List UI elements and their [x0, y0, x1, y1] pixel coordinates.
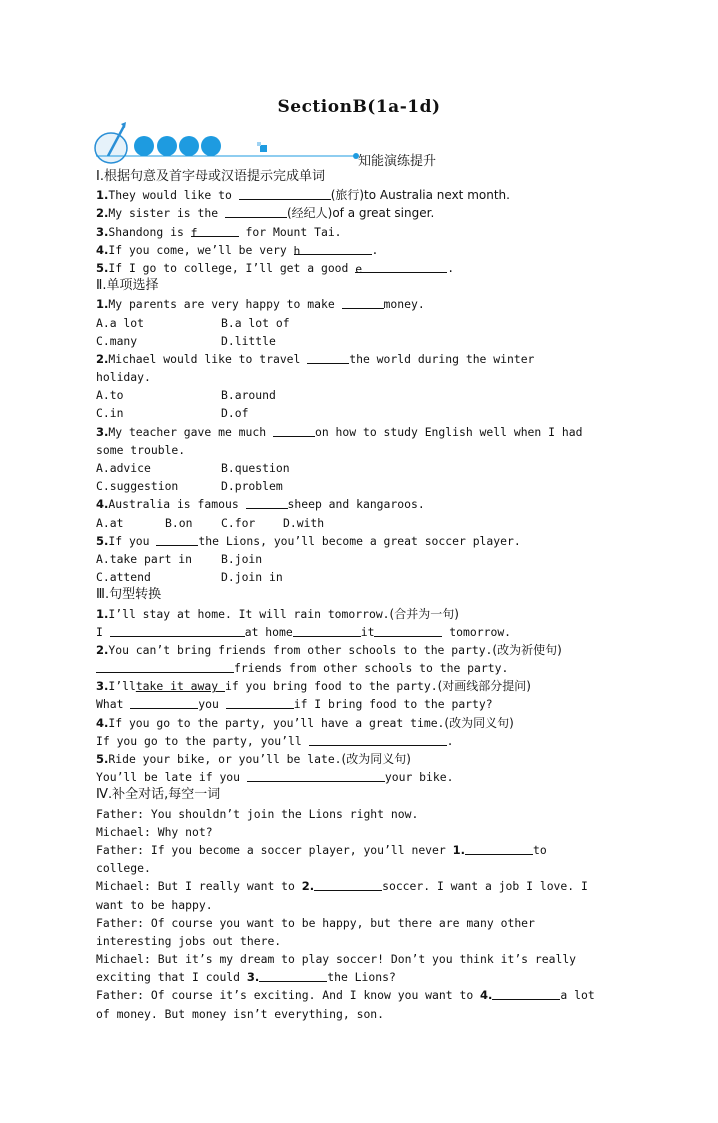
instruction-note: (合并为一句)	[389, 606, 459, 621]
hint-letter: f	[190, 225, 198, 240]
option-a[interactable]: A.take part in	[96, 551, 193, 566]
item-number: 2.	[96, 351, 109, 366]
section-3-heading: Ⅲ.句型转换	[96, 587, 162, 603]
page-title: SectionB(1a-1d)	[277, 97, 441, 117]
answer-blank[interactable]	[342, 296, 384, 309]
dialogue-text: soccer. I want a job I love. I	[382, 879, 588, 894]
option-d[interactable]: D.little	[221, 333, 276, 348]
s3-q2	[96, 641, 626, 659]
item-text: .	[447, 260, 455, 275]
item-number: 1.	[96, 188, 109, 203]
dialogue-text: Michael: But I really want to	[96, 879, 302, 894]
dialogue-line	[96, 877, 626, 895]
option-b[interactable]: B.a lot of	[221, 315, 290, 330]
item-text: .	[371, 242, 379, 257]
worksheet-content	[96, 168, 626, 1023]
answer-text: What	[96, 697, 131, 712]
option-c[interactable]: C.suggestion	[96, 479, 179, 494]
option-a[interactable]: A.a lot	[96, 315, 145, 330]
item-text: (旅行)to Australia next month.	[330, 188, 510, 203]
dialogue-line	[96, 841, 626, 859]
s2-q2-options-ab	[96, 386, 626, 404]
option-a[interactable]: A.at	[96, 515, 124, 530]
blank-number: 3.	[246, 970, 260, 985]
s1-item-2	[96, 204, 626, 222]
s2-q1-options-ab	[96, 314, 626, 332]
dialogue-text: Father: If you become a soccer player, you’ll never	[96, 842, 453, 857]
question-text: If you	[108, 533, 157, 548]
answer-blank[interactable]	[226, 696, 294, 709]
answer-text: at home	[244, 624, 293, 639]
instruction-note: (改为同义句)	[444, 715, 514, 730]
answer-text: your bike.	[384, 770, 454, 785]
answer-blank[interactable]	[239, 187, 331, 200]
dialogue-line: Father: You shouldn’t join the Lions right now.	[96, 806, 419, 821]
answer-blank[interactable]	[246, 496, 288, 509]
question-text: I’ll	[108, 679, 136, 694]
answer-blank[interactable]	[465, 842, 533, 855]
blank-number: 1.	[452, 842, 465, 857]
s2-q3-options-cd	[96, 477, 626, 495]
item-text: for Mount Tai.	[238, 224, 342, 239]
question-text: My parents are very happy to make	[108, 297, 342, 312]
s2-q5-options-cd	[96, 568, 626, 586]
answer-blank[interactable]	[293, 242, 372, 258]
item-number: 1.	[96, 606, 109, 621]
blank-number: 4.	[480, 988, 493, 1003]
question-text: if you bring food to the party.	[224, 679, 438, 694]
question-text: on how to study English well when I had	[314, 424, 583, 439]
answer-blank[interactable]	[314, 878, 382, 891]
answer-blank[interactable]	[309, 733, 447, 746]
option-d[interactable]: D.of	[221, 406, 249, 421]
s2-q4-options	[96, 514, 626, 532]
item-number: 4.	[96, 242, 109, 257]
s1-item-5	[96, 259, 626, 277]
item-number: 5.	[96, 533, 109, 548]
section-2-heading: Ⅱ.单项选择	[96, 278, 159, 294]
dialogue-line: of money. But money isn’t everything, son.	[96, 1006, 385, 1021]
answer-blank[interactable]	[355, 260, 447, 276]
instruction-note: (对画线部分提问)	[437, 679, 531, 694]
answer-blank[interactable]	[225, 205, 287, 218]
question-text: Ride your bike, or you’ll be late.	[108, 752, 342, 766]
item-text: They would like to	[108, 188, 239, 203]
answer-text: .	[446, 733, 454, 748]
s2-q3	[96, 423, 626, 441]
item-text: My sister is the	[108, 206, 225, 221]
item-number: 3.	[96, 424, 109, 439]
item-number: 5.	[96, 260, 109, 275]
s3-q1-answer	[96, 623, 626, 641]
question-text: If you go to the party, you’ll have a great time.	[108, 715, 445, 730]
option-d[interactable]: D.with	[283, 515, 325, 530]
item-number: 1.	[96, 297, 109, 312]
answer-text: You’ll be late if you	[96, 770, 247, 785]
answer-text: if I bring food to the party?	[293, 697, 493, 712]
section-4-heading: Ⅳ.补全对话,每空一词	[96, 787, 221, 803]
s2-q3-cont: some trouble.	[96, 442, 186, 457]
option-b[interactable]: B.on	[165, 515, 193, 530]
s2-q2	[96, 350, 626, 368]
answer-blank[interactable]	[259, 969, 327, 982]
answer-blank[interactable]	[492, 987, 560, 1000]
s2-q2-cont: holiday.	[96, 370, 151, 385]
item-number: 5.	[96, 752, 109, 766]
answer-blank[interactable]	[247, 769, 385, 782]
question-text: sheep and kangaroos.	[287, 497, 425, 512]
s2-q1-options-cd	[96, 332, 626, 350]
s2-q5	[96, 532, 626, 550]
underlined-phrase: take it away	[135, 679, 225, 694]
option-c[interactable]: C.attend	[96, 570, 151, 585]
answer-blank[interactable]	[273, 424, 315, 437]
option-b[interactable]: B.around	[221, 388, 276, 403]
item-text: If I go to college, I’ll get a good	[108, 260, 356, 275]
option-b[interactable]: B.question	[221, 461, 290, 475]
question-text: the Lions, you’ll become a great soccer player.	[198, 533, 521, 548]
dialogue-line	[96, 986, 626, 1004]
dialogue-line: interesting jobs out there.	[96, 933, 282, 948]
option-a[interactable]: A.advice	[96, 461, 151, 475]
s3-q4	[96, 714, 626, 732]
s2-q1	[96, 295, 626, 313]
item-number: 4.	[96, 715, 109, 730]
blank-number: 2.	[301, 879, 315, 894]
section-1-heading: Ⅰ.根据句意及首字母或汉语提示完成单词	[96, 169, 325, 184]
item-text: If you come, we’ll be very	[108, 242, 294, 257]
instruction-note: (改为同义句)	[341, 752, 411, 766]
hint-letter: h	[293, 243, 301, 258]
dialogue-line: Michael: Why not?	[96, 824, 213, 839]
s2-q2-options-cd	[96, 404, 626, 422]
question-text: Michael would like to travel	[108, 351, 308, 366]
item-number: 2.	[96, 642, 109, 657]
s3-q5-answer	[96, 768, 626, 786]
banner-label: 知能演练提升	[358, 154, 437, 169]
s3-q2-answer	[96, 659, 626, 677]
s2-q4	[96, 495, 626, 513]
s1-item-3	[96, 223, 626, 241]
item-text: (经纪人)of a great singer.	[286, 206, 435, 221]
question-text: My teacher gave me much	[108, 424, 273, 439]
answer-text: it	[360, 624, 375, 639]
answer-blank[interactable]	[110, 624, 245, 637]
question-text: the world during the winter	[349, 351, 535, 366]
answer-blank[interactable]	[156, 533, 198, 546]
item-number: 4.	[96, 497, 109, 512]
dialogue-line: college.	[96, 861, 151, 876]
answer-text: friends from other schools to the party.	[234, 661, 509, 676]
item-number: 3.	[96, 679, 109, 694]
dialogue-line	[96, 968, 626, 986]
answer-blank[interactable]	[307, 351, 349, 364]
s3-q3	[96, 677, 626, 695]
instruction-note: (改为祈使句)	[492, 642, 562, 657]
item-number: 2.	[96, 206, 109, 221]
answer-blank[interactable]	[293, 624, 361, 637]
dialogue-text: to	[532, 842, 547, 857]
answer-text: I	[96, 624, 110, 639]
hint-letter: e	[355, 261, 363, 276]
s2-q5-options-ab	[96, 550, 626, 568]
dialogue-text: a lot	[560, 988, 595, 1003]
item-text: Shandong is	[108, 224, 191, 239]
s2-q3-options-ab	[96, 459, 626, 477]
option-d[interactable]: D.join in	[221, 570, 283, 585]
answer-text: If you go to the party, you’ll	[96, 733, 309, 748]
dialogue-text: the Lions?	[327, 970, 396, 985]
s3-q5	[96, 750, 626, 768]
question-text: Australia is famous	[108, 497, 246, 512]
dialogue-line: Father: Of course you want to be happy, but there are many other	[96, 915, 535, 930]
dialogue-text: exciting that I could	[96, 970, 247, 985]
answer-blank[interactable]	[130, 696, 198, 709]
question-text: I’ll stay at home. It will rain tomorrow.	[108, 606, 390, 621]
s1-item-1	[96, 186, 626, 204]
s3-q1	[96, 605, 626, 623]
option-d[interactable]: D.problem	[221, 479, 283, 494]
dialogue-text: Father: Of course it’s exciting. And I know you want to	[96, 988, 481, 1003]
option-b[interactable]: B.join	[221, 551, 263, 566]
option-c[interactable]: C.in	[96, 406, 124, 421]
s3-q3-answer	[96, 695, 626, 713]
question-text: money.	[383, 297, 425, 312]
s3-q4-answer	[96, 732, 626, 750]
dialogue-line: Michael: But it’s my dream to play soccer! Don’t you think it’s really	[96, 952, 577, 967]
option-c[interactable]: C.many	[96, 333, 138, 348]
item-number: 3.	[96, 224, 109, 239]
answer-blank[interactable]	[374, 624, 442, 637]
s1-item-4	[96, 241, 626, 259]
answer-blank[interactable]	[190, 224, 239, 240]
dialogue-line: want to be happy.	[96, 897, 213, 912]
answer-blank[interactable]	[96, 660, 234, 673]
answer-text: tomorrow.	[442, 624, 512, 639]
answer-text: you	[198, 697, 226, 712]
option-a[interactable]: A.to	[96, 388, 124, 403]
question-text: You can’t bring friends from other schools to the party.	[108, 642, 493, 657]
option-c[interactable]: C.for	[221, 515, 256, 530]
